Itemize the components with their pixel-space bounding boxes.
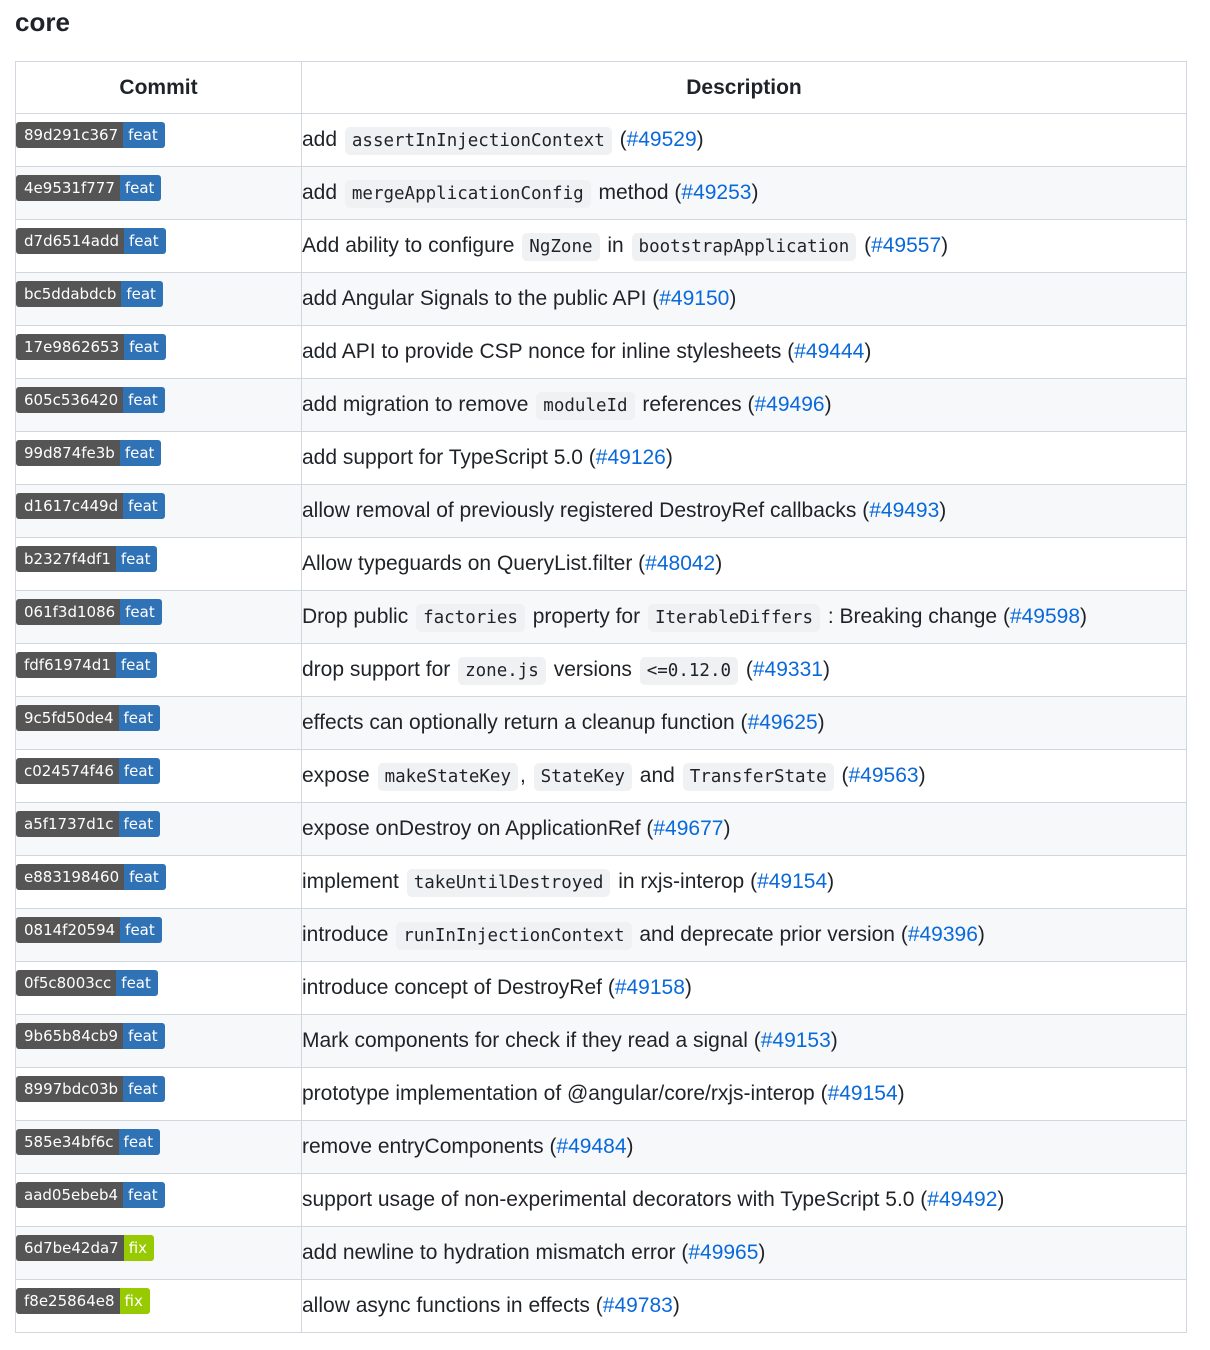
commit-type: feat — [124, 228, 166, 254]
description-cell — [302, 644, 1187, 697]
description-text: add migration to remove — [302, 392, 535, 416]
commit-cell — [16, 326, 302, 379]
commit-type: feat — [124, 864, 166, 890]
description-text: prototype implementation of @angular/core/rxjs-interop ( — [302, 1082, 828, 1105]
commit-badge[interactable] — [16, 970, 158, 996]
commit-badge[interactable] — [16, 864, 166, 890]
commit-badge[interactable] — [16, 440, 161, 466]
description-text: ( — [835, 763, 849, 787]
description-text: add support for TypeScript 5.0 ( — [302, 446, 596, 469]
commit-hash: c024574f46 — [16, 758, 119, 784]
description-cell — [302, 114, 1187, 167]
commit-cell — [16, 1015, 302, 1068]
description-text: ) — [684, 976, 692, 999]
description-text: ) — [918, 763, 926, 787]
description-text: Drop public — [302, 604, 415, 628]
commit-badge[interactable] — [16, 1288, 150, 1314]
commit-badge[interactable] — [16, 387, 165, 413]
description-text: references ( — [636, 392, 755, 416]
commit-badge[interactable] — [16, 334, 166, 360]
description-text: versions — [547, 657, 638, 681]
commit-hash: 17e9862653 — [16, 334, 124, 360]
description-text: ) — [864, 340, 872, 363]
description-cell — [302, 379, 1187, 432]
pr-link[interactable]: #49444 — [794, 340, 865, 363]
table-row — [16, 1174, 1187, 1227]
description-cell — [302, 856, 1187, 909]
commit-badge[interactable] — [16, 228, 166, 254]
pr-link[interactable]: #49396 — [907, 922, 978, 946]
commit-hash: aad05ebeb4 — [16, 1182, 123, 1208]
inline-code: TransferState — [683, 763, 834, 791]
description-text: expose onDestroy on ApplicationRef ( — [302, 817, 654, 840]
table-row — [16, 167, 1187, 220]
commit-cell — [16, 220, 302, 273]
description-text: ) — [824, 392, 832, 416]
pr-link[interactable]: #49154 — [757, 869, 828, 893]
commit-cell — [16, 1121, 302, 1174]
pr-link[interactable]: #49158 — [614, 976, 685, 999]
commit-cell — [16, 803, 302, 856]
description-text: ) — [897, 1082, 905, 1105]
description-text: ) — [672, 1294, 680, 1317]
commit-type: feat — [123, 493, 165, 519]
description-text: and deprecate prior version ( — [633, 922, 908, 946]
commit-hash: 4e9531f777 — [16, 175, 120, 201]
description-text: property for — [526, 604, 646, 628]
pr-link[interactable]: #49253 — [681, 180, 752, 204]
commit-cell — [16, 1280, 302, 1333]
commit-hash: 605c536420 — [16, 387, 123, 413]
pr-link[interactable]: #49496 — [754, 392, 825, 416]
table-row — [16, 1227, 1187, 1280]
commit-cell — [16, 379, 302, 432]
commit-type: feat — [120, 175, 162, 201]
description-text: drop support for — [302, 657, 457, 681]
description-text: ) — [665, 446, 673, 469]
commit-hash: fdf61974d1 — [16, 652, 116, 678]
commit-type: feat — [123, 387, 165, 413]
commit-type: feat — [123, 1076, 165, 1102]
commit-badge[interactable] — [16, 599, 162, 625]
commit-cell — [16, 644, 302, 697]
commit-type: feat — [119, 705, 161, 731]
inline-code: zone.js — [458, 657, 546, 685]
description-text: ) — [830, 1029, 838, 1052]
commit-hash: f8e25864e8 — [16, 1288, 120, 1314]
pr-link[interactable]: #49965 — [688, 1241, 759, 1264]
description-text: ( — [740, 657, 753, 681]
description-text: in — [601, 233, 630, 257]
commit-badge[interactable] — [16, 705, 160, 731]
description-cell — [302, 1174, 1187, 1227]
table-row — [16, 114, 1187, 167]
description-cell — [302, 326, 1187, 379]
description-text: introduce — [302, 922, 395, 946]
description-text: ) — [696, 127, 704, 151]
section-title: core — [15, 7, 70, 37]
commit-type: feat — [116, 546, 158, 572]
commit-hash: 9b65b84cb9 — [16, 1023, 123, 1049]
inline-code: makeStateKey — [378, 763, 518, 791]
commit-cell — [16, 750, 302, 803]
inline-code: IterableDiffers — [648, 604, 820, 632]
inline-code: moduleId — [536, 392, 634, 420]
description-text: ) — [1080, 604, 1088, 628]
commit-cell — [16, 167, 302, 220]
description-text: ) — [977, 922, 985, 946]
pr-link[interactable]: #49677 — [653, 817, 724, 840]
inline-code: assertInInjectionContext — [345, 127, 612, 155]
commit-cell — [16, 1174, 302, 1227]
inline-code: StateKey — [534, 763, 632, 791]
table-row — [16, 538, 1187, 591]
commit-badge[interactable] — [16, 1182, 165, 1208]
table-row — [16, 273, 1187, 326]
commit-cell — [16, 1227, 302, 1280]
commit-type: feat — [120, 440, 162, 466]
description-text: Mark components for check if they read a signal ( — [302, 1029, 761, 1052]
commits-table — [15, 61, 1187, 1333]
description-cell — [302, 750, 1187, 803]
description-cell — [302, 962, 1187, 1015]
inline-code: NgZone — [522, 233, 599, 261]
pr-link[interactable]: #49783 — [602, 1294, 673, 1317]
table-row — [16, 485, 1187, 538]
table-row — [16, 379, 1187, 432]
commit-type: feat — [123, 1023, 165, 1049]
commit-badge[interactable] — [16, 917, 162, 943]
description-text: ) — [827, 869, 835, 893]
commit-type: feat — [119, 1129, 161, 1155]
pr-link[interactable]: #49331 — [752, 657, 823, 681]
commit-type: feat — [123, 122, 165, 148]
commit-cell — [16, 273, 302, 326]
description-text: introduce concept of DestroyRef ( — [302, 976, 615, 999]
commit-type: feat — [119, 811, 161, 837]
commit-hash: d1617c449d — [16, 493, 123, 519]
commit-badge[interactable] — [16, 1129, 160, 1155]
description-cell — [302, 1121, 1187, 1174]
pr-link[interactable]: #49598 — [1009, 604, 1081, 628]
table-row — [16, 1068, 1187, 1121]
table-row — [16, 432, 1187, 485]
table-row — [16, 962, 1187, 1015]
description-text: ) — [758, 1241, 766, 1264]
commit-cell — [16, 591, 302, 644]
description-cell — [302, 803, 1187, 856]
pr-link[interactable]: #49153 — [760, 1029, 831, 1052]
table-row — [16, 1121, 1187, 1174]
table-header-row — [16, 62, 1187, 114]
description-text: ) — [822, 657, 830, 681]
description-text: add — [302, 180, 343, 204]
description-cell — [302, 591, 1187, 644]
description-text: add Angular Signals to the public API ( — [302, 287, 660, 310]
description-text: : Breaking change ( — [822, 604, 1010, 628]
commit-badge[interactable] — [16, 122, 165, 148]
pr-link[interactable]: #49154 — [827, 1082, 898, 1105]
description-text: ) — [729, 287, 737, 310]
pr-link[interactable]: #49492 — [927, 1188, 998, 1211]
commit-hash: b2327f4df1 — [16, 546, 116, 572]
commit-cell — [16, 856, 302, 909]
commit-type: fix — [124, 1235, 154, 1261]
table-row — [16, 750, 1187, 803]
commit-type: feat — [116, 970, 158, 996]
description-cell — [302, 485, 1187, 538]
description-text: effects can optionally return a cleanup function ( — [302, 711, 748, 734]
table-row — [16, 803, 1187, 856]
commit-badge[interactable] — [16, 1023, 165, 1049]
header-commit: Commit — [16, 62, 302, 114]
inline-code: takeUntilDestroyed — [407, 869, 611, 897]
commit-type: feat — [120, 599, 162, 625]
inline-code: bootstrapApplication — [632, 233, 857, 261]
description-text: add — [302, 127, 343, 151]
commit-badge[interactable] — [16, 281, 163, 307]
table-row — [16, 697, 1187, 750]
description-text: ) — [941, 233, 949, 257]
commit-hash: 0814f20594 — [16, 917, 120, 943]
commit-cell — [16, 909, 302, 962]
pr-link[interactable]: #49625 — [747, 711, 818, 734]
description-text: method ( — [592, 180, 682, 204]
description-text: add newline to hydration mismatch error ( — [302, 1241, 689, 1264]
description-text: ) — [817, 711, 825, 734]
description-text: ) — [626, 1135, 634, 1158]
description-text: implement — [302, 869, 405, 893]
description-text: Add ability to configure — [302, 233, 521, 257]
header-description: Description — [302, 62, 1187, 114]
commit-hash: d7d6514add — [16, 228, 124, 254]
commit-hash: 585e34bf6c — [16, 1129, 119, 1155]
description-text: add API to provide CSP nonce for inline stylesheets ( — [302, 340, 795, 363]
commit-badge[interactable] — [16, 1076, 165, 1102]
commit-hash: 9c5fd50de4 — [16, 705, 119, 731]
commit-cell — [16, 1068, 302, 1121]
commit-hash: e883198460 — [16, 864, 124, 890]
pr-link[interactable]: #49484 — [556, 1135, 627, 1158]
commit-hash: 99d874fe3b — [16, 440, 120, 466]
commit-hash: 8997bdc03b — [16, 1076, 123, 1102]
table-row — [16, 1015, 1187, 1068]
description-text: in rxjs-interop ( — [612, 869, 758, 893]
commit-badge[interactable] — [16, 1235, 154, 1261]
pr-link[interactable]: #49529 — [626, 127, 697, 151]
description-cell — [302, 1280, 1187, 1333]
inline-code: mergeApplicationConfig — [345, 180, 591, 208]
commit-hash: a5f1737d1c — [16, 811, 119, 837]
inline-code: <=0.12.0 — [640, 657, 738, 685]
description-cell — [302, 697, 1187, 750]
table-row — [16, 909, 1187, 962]
table-row — [16, 220, 1187, 273]
commit-cell — [16, 538, 302, 591]
commit-type: feat — [119, 758, 161, 784]
commit-badge[interactable] — [16, 811, 160, 837]
description-text: remove entryComponents ( — [302, 1135, 557, 1158]
description-cell — [302, 432, 1187, 485]
description-cell — [302, 273, 1187, 326]
commit-type: feat — [123, 1182, 165, 1208]
commit-type: feat — [116, 652, 158, 678]
description-text: Allow typeguards on QueryList.filter ( — [302, 552, 646, 575]
commit-hash: 0f5c8003cc — [16, 970, 116, 996]
description-text: ( — [858, 233, 872, 257]
description-text: ) — [723, 817, 731, 840]
commit-badge[interactable] — [16, 546, 157, 572]
pr-link[interactable]: #48042 — [645, 552, 716, 575]
commit-hash: 061f3d1086 — [16, 599, 120, 625]
inline-code: factories — [416, 604, 525, 632]
commit-type: feat — [120, 917, 162, 943]
commit-cell — [16, 485, 302, 538]
commit-hash: bc5ddabdcb — [16, 281, 121, 307]
description-text: , — [520, 763, 532, 787]
commit-type: feat — [121, 281, 163, 307]
commit-cell — [16, 114, 302, 167]
commit-badge[interactable] — [16, 652, 157, 678]
description-text: ) — [939, 499, 947, 522]
pr-link[interactable]: #49563 — [848, 763, 919, 787]
description-text: ( — [613, 127, 627, 151]
commit-badge[interactable] — [16, 175, 161, 201]
table-row — [16, 326, 1187, 379]
description-text: ) — [715, 552, 723, 575]
description-cell — [302, 220, 1187, 273]
pr-link[interactable]: #49557 — [871, 233, 942, 257]
table-row — [16, 1280, 1187, 1333]
commit-cell — [16, 697, 302, 750]
description-cell — [302, 909, 1187, 962]
table-row — [16, 591, 1187, 644]
description-text: and — [633, 763, 681, 787]
description-text: allow async functions in effects ( — [302, 1294, 603, 1317]
description-text: support usage of non-experimental decorators with TypeScript 5.0 ( — [302, 1188, 928, 1211]
commit-badge[interactable] — [16, 758, 160, 784]
commit-cell — [16, 962, 302, 1015]
pr-link[interactable]: #49126 — [595, 446, 666, 469]
table-row — [16, 856, 1187, 909]
description-text: ) — [997, 1188, 1005, 1211]
commit-type: fix — [120, 1288, 150, 1314]
commit-type: feat — [124, 334, 166, 360]
table-row — [16, 644, 1187, 697]
pr-link[interactable]: #49150 — [659, 287, 730, 310]
commit-cell — [16, 432, 302, 485]
description-cell — [302, 1068, 1187, 1121]
inline-code: runInInjectionContext — [396, 922, 631, 950]
description-cell — [302, 1227, 1187, 1280]
description-text: expose — [302, 763, 376, 787]
description-cell — [302, 167, 1187, 220]
description-cell — [302, 538, 1187, 591]
description-text: ) — [751, 180, 759, 204]
commit-hash: 89d291c367 — [16, 122, 123, 148]
description-cell — [302, 1015, 1187, 1068]
commit-badge[interactable] — [16, 493, 165, 519]
commit-hash: 6d7be42da7 — [16, 1235, 124, 1261]
description-text: allow removal of previously registered DestroyRef callbacks ( — [302, 499, 870, 522]
pr-link[interactable]: #49493 — [869, 499, 940, 522]
